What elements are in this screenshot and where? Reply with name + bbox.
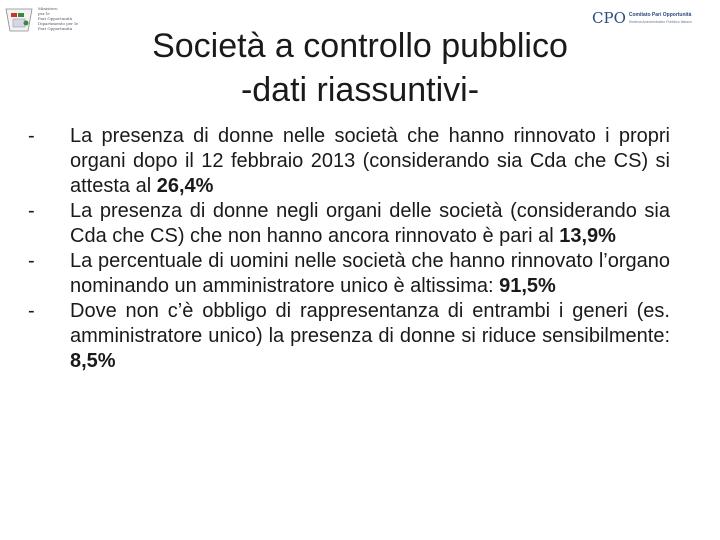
slide-title (90, 24, 630, 112)
bullet-dash: - (28, 250, 35, 272)
cpo-logo-text (629, 13, 692, 24)
bullet-dash: - (28, 300, 35, 322)
cpo-logo-mark: CPO (592, 8, 626, 27)
list-item (26, 124, 670, 199)
ministry-text-line: per le (38, 11, 50, 16)
slide-title-line1: Società a controllo pubblico (152, 27, 568, 65)
summary-list (26, 124, 670, 374)
list-item (26, 199, 670, 249)
list-item-text: La presenza di donne nelle società che hanno rinnovato i propri organi dopo il 12 febbraio 2013 (considerando sia Cda che CS) si attesta al (70, 125, 670, 197)
list-item-text: La presenza di donne negli organi delle società (considerando sia Cda che CS) che non hanno ancora rinnovato è pari al (70, 200, 670, 247)
cpo-logo-line1: Comitato Pari Opportunità (628, 11, 692, 18)
cpo-logo-line2: Sistema Amministrativo Pubblico Italiano (628, 19, 692, 24)
ministry-text-line: Pari Opportunità (38, 16, 73, 21)
bullet-dash: - (28, 200, 35, 222)
bullet-dash: - (28, 125, 35, 147)
slide-title-line2: -dati riassuntivi- (240, 71, 480, 109)
ministry-text-line: Pari Opportunità (38, 26, 73, 31)
ministry-logo-text (38, 7, 78, 31)
list-item-value: 13,9% (559, 225, 616, 247)
ministry-text-line: Ministero (38, 6, 58, 11)
list-item (26, 299, 670, 374)
ministry-logo-icon (4, 5, 34, 33)
list-item-value: 91,5% (499, 275, 556, 297)
list-item-value: 8,5% (70, 350, 116, 372)
list-item-value: 26,4% (156, 175, 214, 197)
list-item-text: La percentuale di uomini nelle società che hanno rinnovato l’organo nominando un amministratore unico è altissima: (70, 250, 670, 297)
list-item-text: Dove non c’è obbligo di rappresentanza di entrambi i generi (es. amministratore unico) la presenza di donne si riduce sensibilmente: (70, 300, 670, 347)
ministry-text-line: Dipartimento per le (38, 21, 79, 26)
list-item (26, 249, 670, 299)
